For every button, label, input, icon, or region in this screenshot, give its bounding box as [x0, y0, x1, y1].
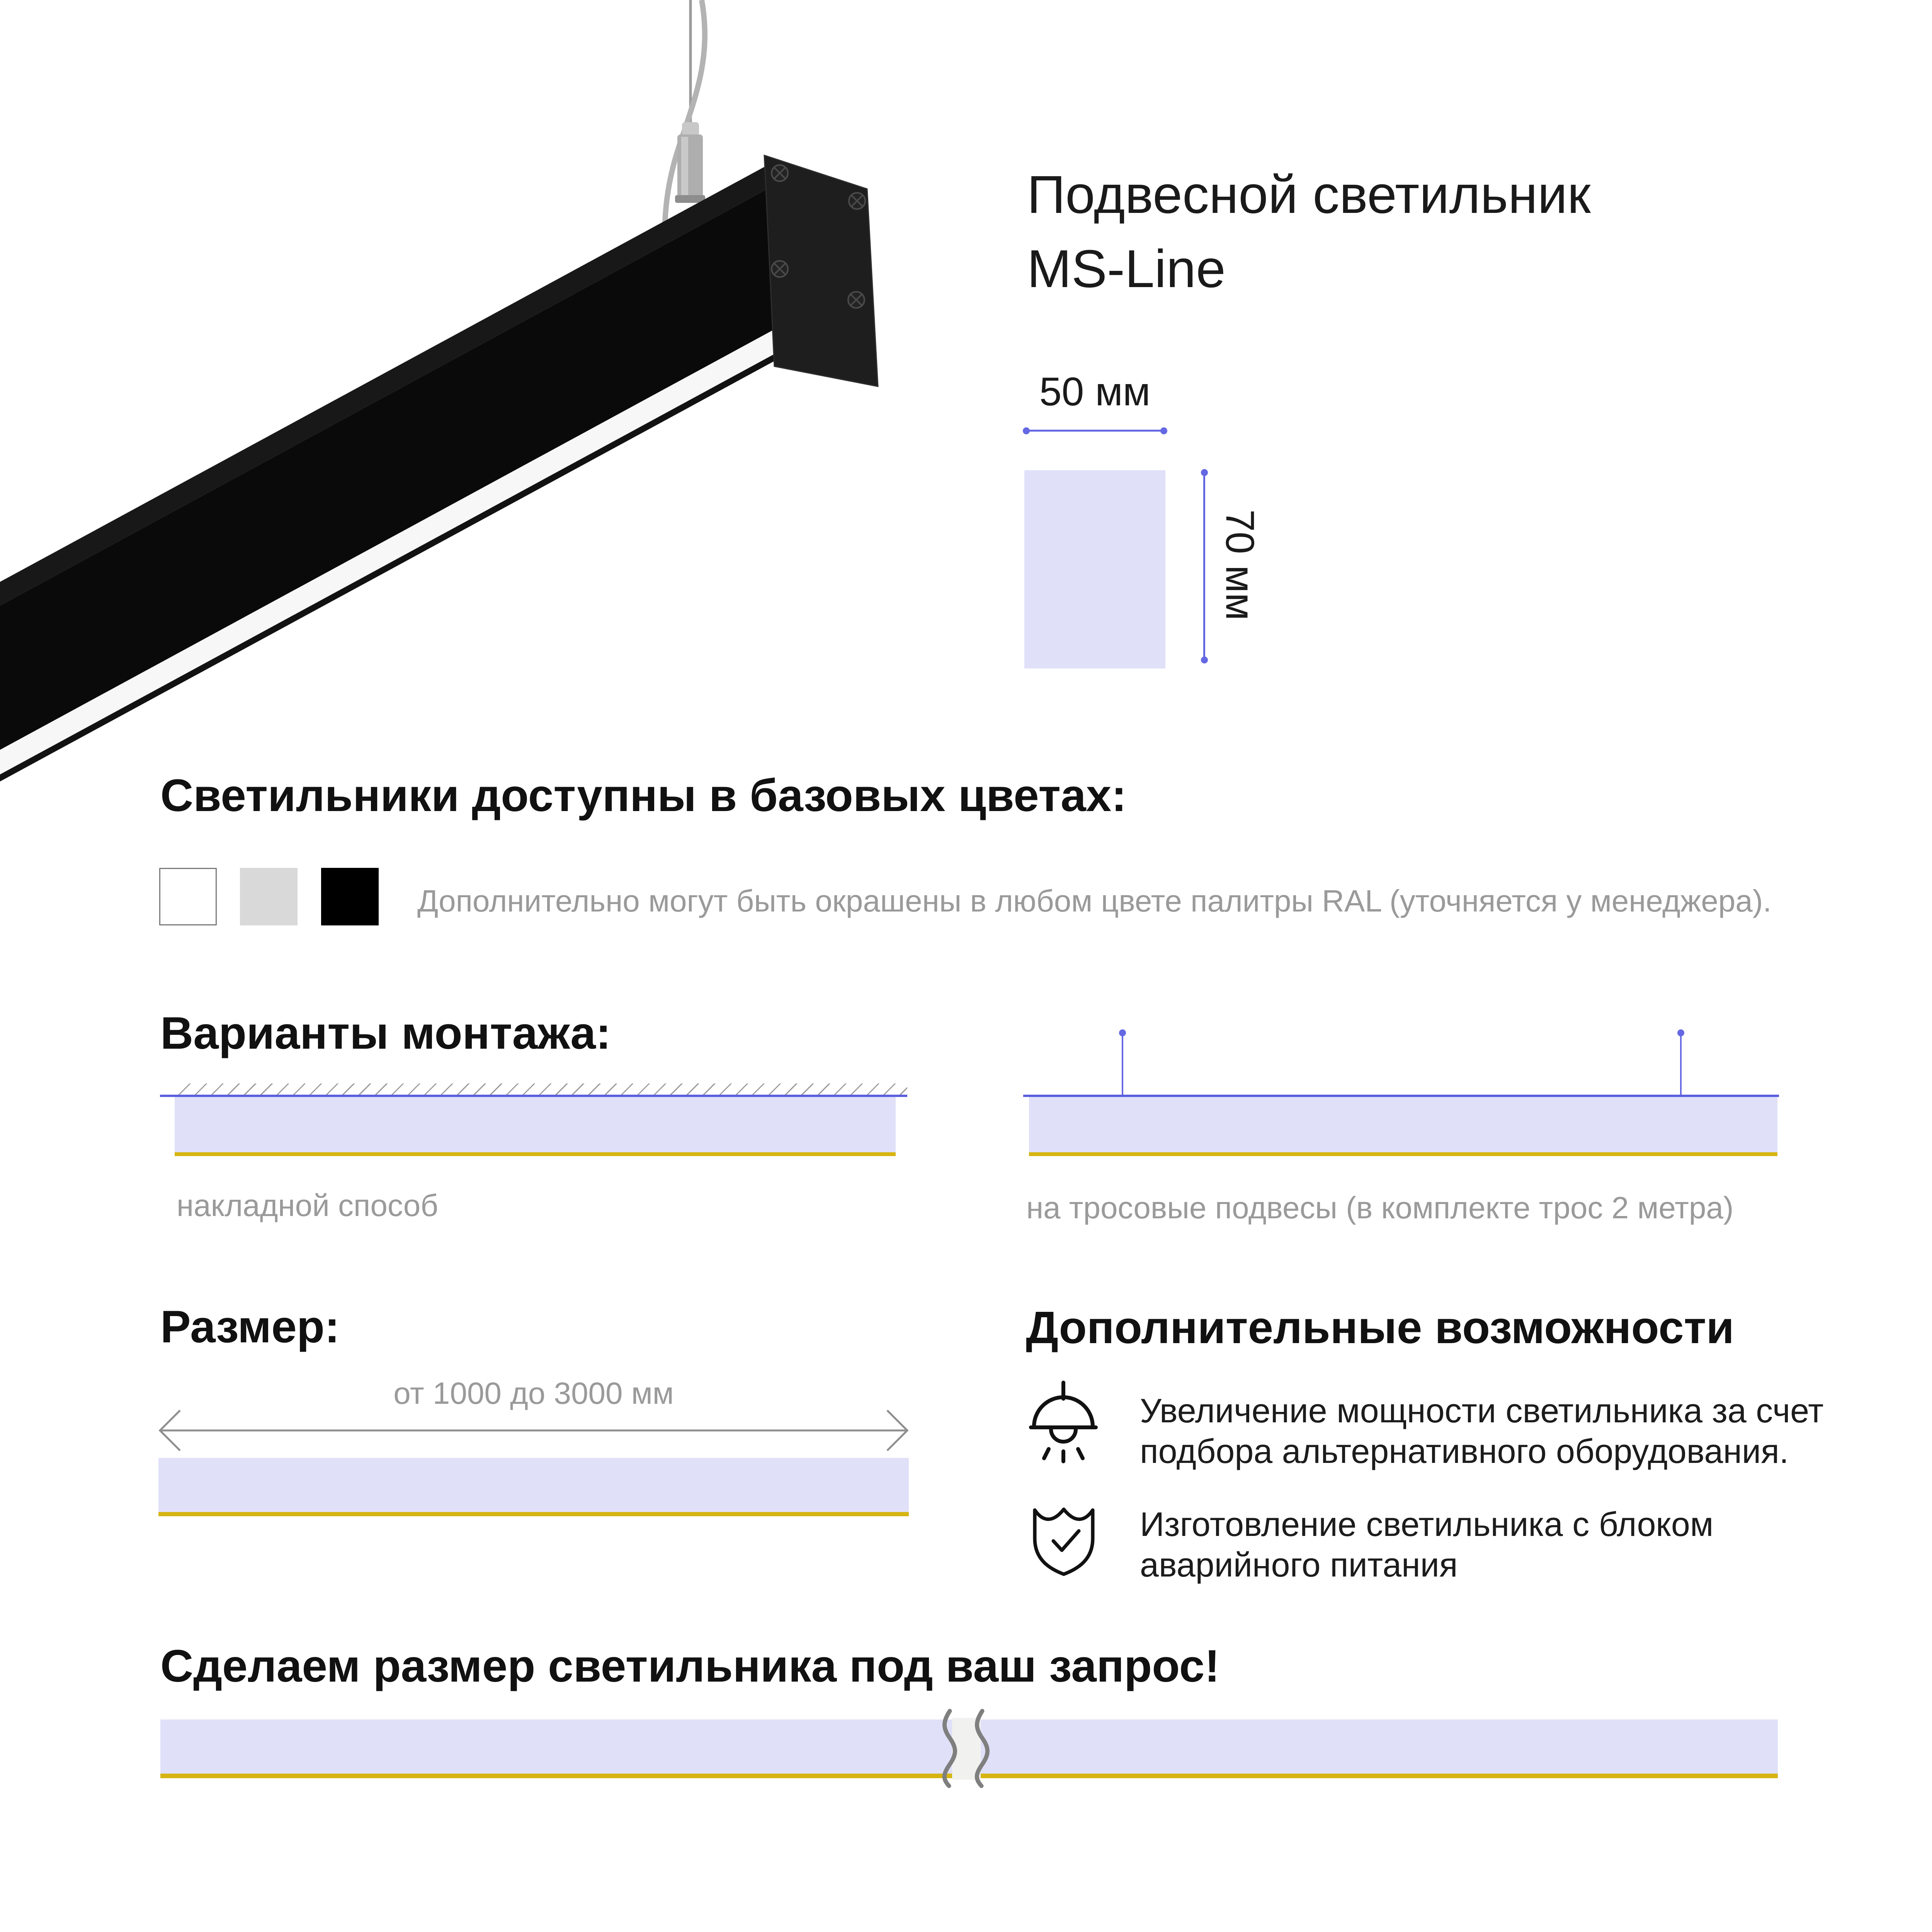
pendant-lamp-photo: [0, 0, 927, 850]
feature-text-line: аварийного питания: [1140, 1546, 1458, 1584]
color-swatch-gray: [240, 868, 298, 925]
shield-check-icon: [1031, 1502, 1097, 1578]
width-dimension-label: 50 мм: [1039, 369, 1151, 414]
ral-note: Дополнительно могут быть окрашены в любом цвете палитры RAL (уточняется у менеджера).: [417, 884, 1772, 918]
feature-item: [1140, 1504, 1713, 1585]
size-range-arrow: [155, 1406, 913, 1454]
suspended-fixture-light-strip: [1029, 1152, 1777, 1156]
size-fixture-bar: [158, 1458, 909, 1512]
colors-section-heading: Светильники доступны в базовых цветах:: [160, 770, 1127, 821]
custom-size-heading: Сделаем размер светильника под ваш запрос!: [160, 1641, 1220, 1692]
mount-option-label: накладной способ: [177, 1188, 439, 1223]
measure-dot: [1201, 469, 1208, 476]
measure-dot: [1160, 427, 1167, 434]
cable-gripper: [675, 122, 705, 203]
color-swatch-white: [159, 868, 217, 925]
surface-mount-fixture: [175, 1097, 896, 1152]
cross-section-rect: [1024, 470, 1165, 668]
surface-mount-light-strip: [175, 1152, 896, 1156]
feature-item: [1140, 1390, 1823, 1471]
suspension-wire: [1680, 1036, 1682, 1096]
width-measure-line: [1026, 430, 1164, 432]
measure-dot: [1023, 427, 1030, 434]
height-dimension-label: 70 мм: [1217, 509, 1262, 621]
height-measure-line: [1203, 473, 1205, 660]
color-swatch-black: [321, 868, 379, 925]
mount-option-label: на тросовые подвесы (в комплекте трос 2 метра): [1026, 1190, 1734, 1225]
pendant-lamp-icon: [1029, 1380, 1098, 1463]
lamp-body: [0, 162, 857, 850]
size-section-heading: Размер:: [160, 1301, 340, 1352]
page-title-line2: MS-Line: [1027, 239, 1226, 299]
ceiling-hatch: [175, 1083, 907, 1095]
measure-dot: [1201, 656, 1208, 663]
feature-text-line: Изготовление светильника с блоком: [1140, 1505, 1714, 1543]
page-title-line1: Подвесной светильник: [1027, 165, 1591, 224]
feature-text-line: Увеличение мощности светильника за счет: [1140, 1391, 1824, 1430]
page-title: [1027, 158, 1591, 306]
suspended-fixture: [1029, 1097, 1777, 1152]
size-range-label: от 1000 до 3000 мм: [393, 1376, 674, 1410]
features-section-heading: Дополнительные возможности: [1026, 1302, 1735, 1353]
mounting-section-heading: Варианты монтажа:: [160, 1008, 611, 1059]
feature-text-line: подбора альтернативного оборудования.: [1140, 1432, 1789, 1470]
suspension-wire: [1122, 1036, 1123, 1096]
size-fixture-light-strip: [158, 1512, 909, 1516]
length-break-symbol: [938, 1708, 996, 1789]
